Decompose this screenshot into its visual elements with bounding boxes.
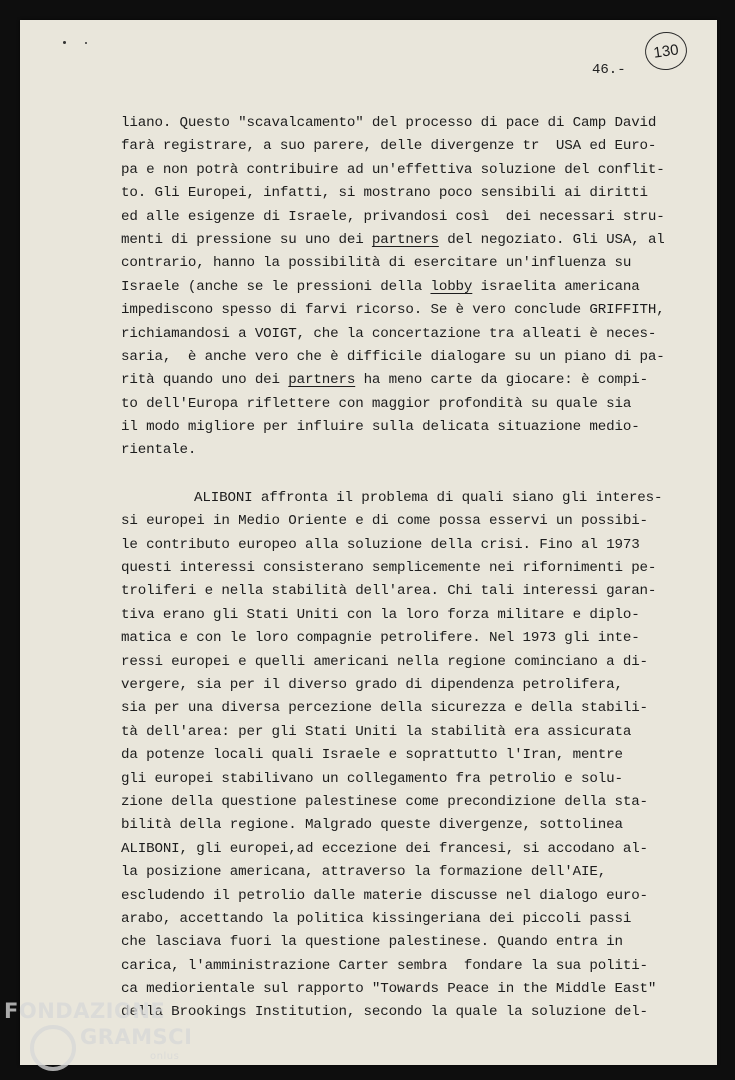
text-line [121,323,681,346]
text-segment: rientale. [121,442,197,459]
text-segment: gli europei stabilivano un collegamento fra petrolio e solu- [121,770,623,787]
text-segment: richiamandosi a VOIGT, che la concertazione tra alleati è neces- [121,325,657,342]
text-segment: ressi europei e quelli americani nella regione cominciano a di- [121,653,648,670]
text-segment: della Brookings Institution, secondo la quale la soluzione del- [121,1004,648,1021]
text-line [121,627,681,650]
page-number: 46.- [592,62,626,78]
text-segment: pa e non potrà contribuire ad un'effettiva soluzione del conflit- [121,161,665,178]
text-line [121,1001,681,1024]
ink-speck [85,42,87,44]
text-line [121,299,681,322]
paragraph-1 [121,112,681,463]
text-line [121,393,681,416]
text-segment: ed alle esigenze di Israele, privandosi così dei necessari stru- [121,208,665,225]
text-line [121,206,681,229]
underlined-term: partners [371,231,439,248]
text-line [121,885,681,908]
text-segment: Israele (anche se le pressioni della [121,278,431,295]
underlined-term: lobby [430,278,473,295]
text-segment: del negoziato. Gli USA, al [438,231,665,248]
document-page [20,20,717,1065]
text-segment: rità quando uno dei [121,372,289,389]
text-segment: liano. Questo "scavalcamento" del processo di pace di Camp David [121,115,657,131]
paragraph-gap [121,463,681,487]
text-line [121,978,681,1001]
archive-stamp-number: 130 [652,40,680,62]
text-segment: to dell'Europa riflettere con maggior profondità su quale sia [121,395,632,412]
text-line [121,229,681,252]
text-segment: menti di pressione su uno dei [121,231,372,248]
text-line [121,744,681,767]
text-line [121,838,681,861]
text-line [121,416,681,439]
text-line [121,768,681,791]
text-line [121,814,681,837]
text-line [121,135,681,158]
text-segment: questi interessi consisterano semplicemente nei rifornimenti pe- [121,560,657,577]
text-segment: tà dell'area: per gli Stati Uniti la stabilità era assicurata [121,723,632,740]
text-line [121,651,681,674]
text-line [121,510,681,533]
text-segment: da potenze locali quali Israele e soprattutto l'Iran, mentre [121,747,623,764]
text-segment: le contributo europeo alla soluzione della crisi. Fino al 1973 [121,536,640,553]
text-line [121,580,681,603]
text-segment: ha meno carte da giocare: è compi- [355,372,648,389]
underlined-term: partners [288,372,356,389]
text-line [121,252,681,275]
text-line [121,439,681,462]
text-segment: ca mediorientale sul rapporto "Towards Peace in the Middle East" [121,981,657,998]
text-line [121,955,681,978]
text-segment: escludendo il petrolio dalle materie discusse nel dialogo euro- [121,887,648,904]
ink-speck [63,41,66,44]
text-line [121,112,681,135]
text-segment: il modo migliore per influire sulla delicata situazione medio- [121,419,640,436]
text-line [121,674,681,697]
text-segment: sia per una diversa percezione della sicurezza e della stabili- [121,700,648,717]
text-segment: arabo, accettando la politica kissingeriana dei piccoli passi [121,910,632,927]
text-line [121,276,681,299]
text-line [121,791,681,814]
text-segment: ALIBONI, gli europei,ad eccezione dei francesi, si accodano al- [121,840,648,857]
text-line [121,604,681,627]
watermark-line-2: GRAMSCI [80,1025,193,1049]
text-line [121,908,681,931]
text-line [121,534,681,557]
text-segment: to. Gli Europei, infatti, si mostrano poco sensibili ai diritti [121,185,648,202]
text-segment: contrario, hanno la possibilità di esercitare un'influenza su [121,255,632,272]
text-segment: vergere, sia per il diverso grado di dipendenza petrolifera, [121,676,623,693]
text-segment: ALIBONI affronta il problema di quali siano gli interes- [194,489,663,506]
text-line [121,159,681,182]
text-segment: bilità della regione. Malgrado queste divergenze, sottolinea [121,817,623,834]
text-line [121,721,681,744]
paragraph-2 [121,487,681,1025]
text-line [121,697,681,720]
text-segment: troliferi e nella stabilità dell'area. Chi tali interessi garan- [121,583,657,600]
text-segment: saria, è anche vero che è difficile dialogare su un piano di pa- [121,348,665,365]
watermark-line-3: onlus [150,1051,180,1062]
text-segment: zione della questione palestinese come precondizione della sta- [121,793,648,810]
body-text [121,112,681,1025]
text-line [121,487,681,510]
text-segment: farà registrare, a suo parere, delle divergenze tr USA ed Euro- [121,138,657,155]
text-line [121,346,681,369]
text-segment: carica, l'amministrazione Carter sembra fondare la sua politi- [121,957,648,974]
text-line [121,369,681,392]
text-line [121,931,681,954]
text-line [121,557,681,580]
text-segment: tiva erano gli Stati Uniti con la loro forza militare e diplo- [121,606,640,623]
text-segment: che lasciava fuori la questione palestinese. Quando entra in [121,934,623,951]
archive-stamp [643,29,690,72]
text-segment: la posizione americana, attraverso la formazione dell'AIE, [121,864,607,881]
text-line [121,182,681,205]
text-segment: impediscono spesso di farvi ricorso. Se è vero conclude GRIFFITH, [121,302,665,319]
watermark-line-1: FONDAZIONE [4,999,166,1023]
text-segment: matica e con le loro compagnie petrolifere. Nel 1973 gli inte- [121,630,640,647]
text-line [121,861,681,884]
text-segment: si europei in Medio Oriente e di come possa esservi un possibi- [121,513,648,530]
text-segment: israelita americana [472,278,640,295]
